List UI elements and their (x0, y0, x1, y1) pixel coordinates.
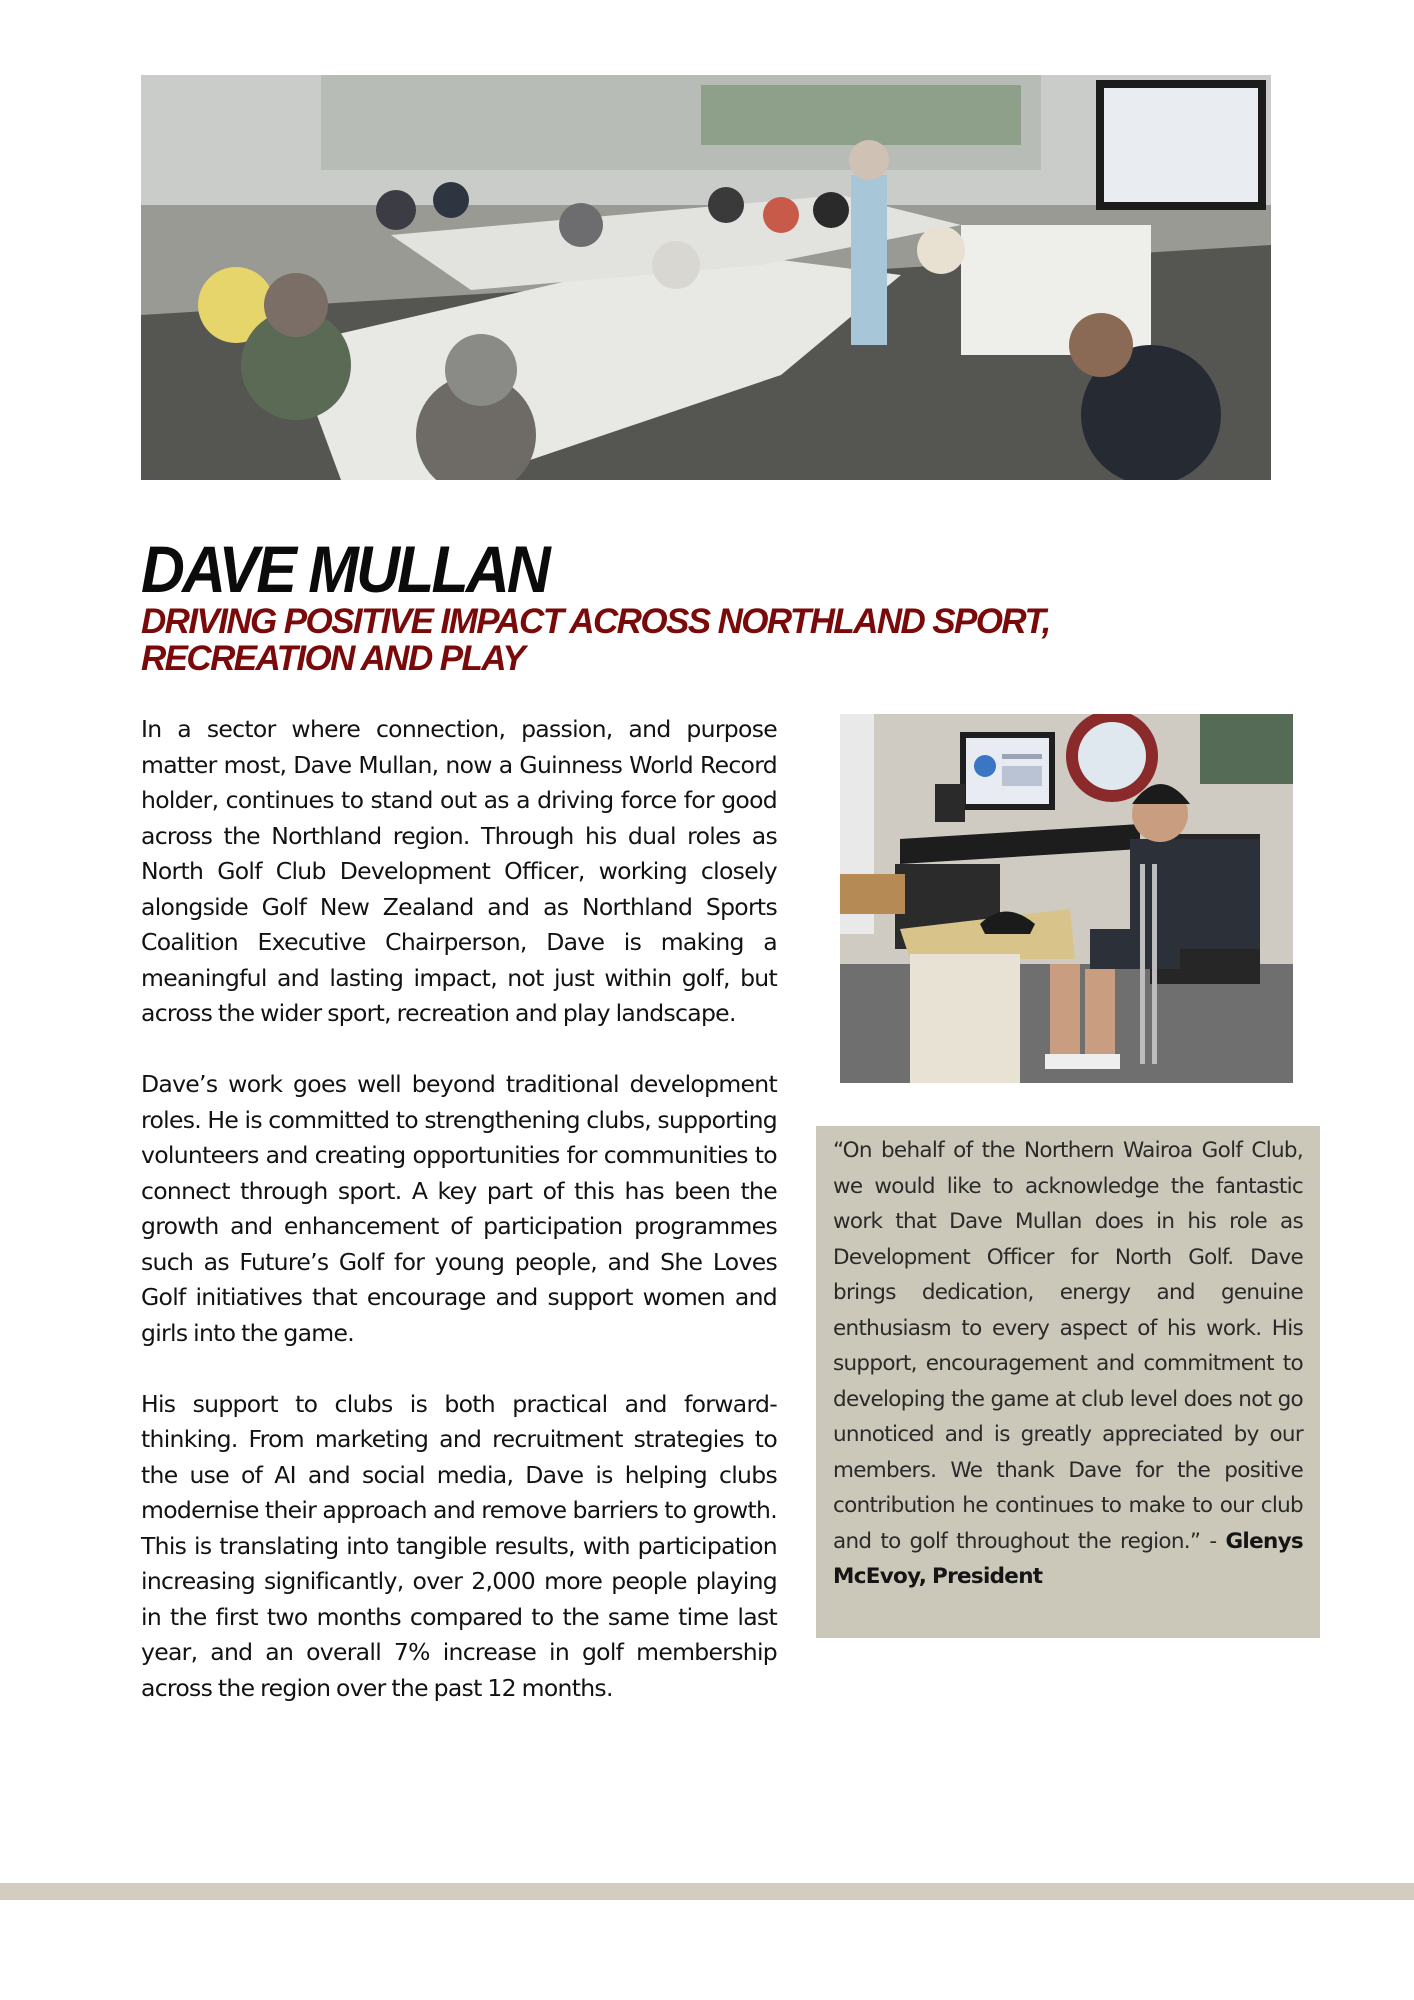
quote-attribution: Glenys McEvoy, President (833, 1528, 1303, 1589)
meeting-photo (141, 75, 1271, 480)
portrait-photo (840, 714, 1293, 1083)
quote-body: “On behalf of the Northern Wairoa Golf Club, we would like to acknowledge the fantastic work that Dave Mullan does in his role as Development Officer for North Golf. Dave brings dedication, energy and genuine enthusiasm to every aspect of his work. His support, encouragement and commitment to developing the game at club level does not go unnoticed and is greatly appreciated by our members. We thank Dave for the positive contribution he continues to make to our club and to golf throughout the region.” - (833, 1138, 1303, 1554)
portrait-photo-illustration (840, 714, 1293, 1083)
quote-text (833, 1133, 1303, 1595)
article-body (141, 712, 777, 1742)
body-paragraph: His support to clubs is both practical and forward-thinking. From marketing and recruitment strategies to the use of AI and social media, Dave is helping clubs modernise their approach and remove barriers to growth. This is translating into tangible results, with participation increasing significantly, over 2,000 more people playing in the first two months compared to the same time last year, and an overall 7% increase in golf membership across the region over the past 12 months. (141, 1389, 777, 1702)
footer-bar (0, 1883, 1414, 1900)
article-headline: DAVE MULLAN (141, 532, 549, 606)
body-paragraph: In a sector where connection, passion, and purpose matter most, Dave Mullan, now a Guinness World Record holder, continues to stand out as a driving force for good across the Northland region. Through his dual roles as North Golf Club Development Officer, working closely alongside Golf New Zealand and as Northland Sports Coalition Executive Chairperson, Dave is making a meaningful and lasting impact, not just within golf, but across the wider sport, recreation and play landscape. (141, 715, 777, 1027)
article-subtitle: DRIVING POSITIVE IMPACT ACROSS NORTHLAND SPORT, RECREATION AND PLAY (141, 602, 1050, 678)
body-paragraph: Dave’s work goes well beyond traditional development roles. He is committed to strengthening clubs, supporting volunteers and creating opportunities for communities to connect through sport. A key part of this has been the growth and enhancement of participation programmes such as Future’s Golf for young people, and She Loves Golf initiatives that encourage and support women and girls into the game. (141, 1070, 777, 1347)
testimonial-quote (816, 1126, 1320, 1638)
meeting-photo-illustration (141, 75, 1271, 480)
